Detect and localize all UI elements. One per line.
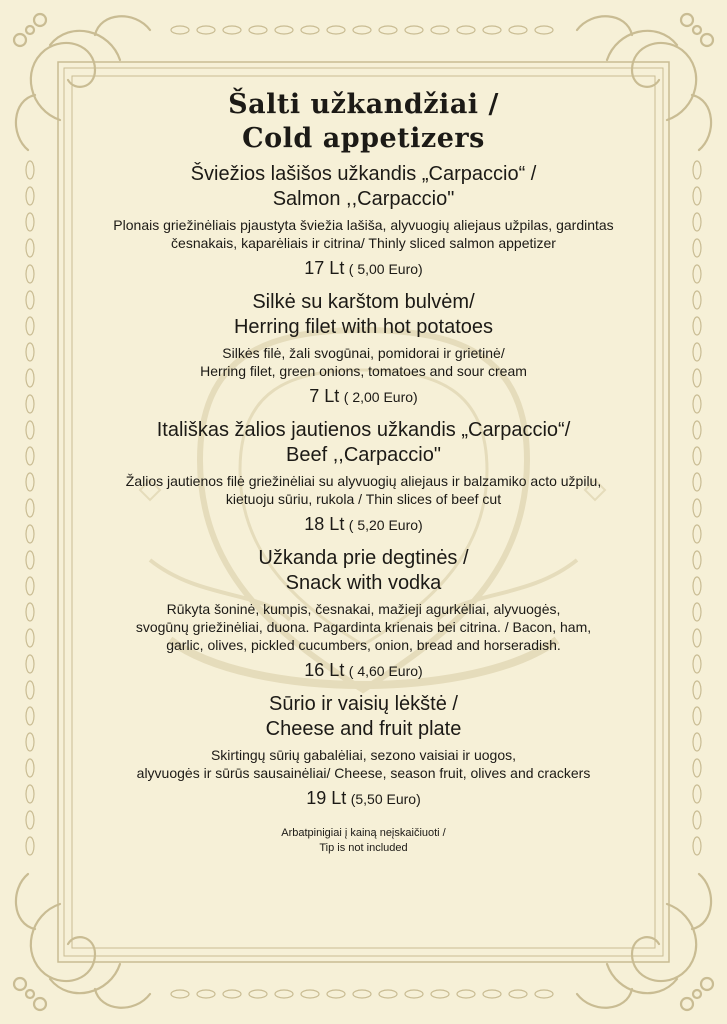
chain-link-icon (509, 26, 527, 34)
chain-link-icon (26, 187, 34, 205)
chain-link-icon (26, 759, 34, 777)
chain-link-icon (301, 26, 319, 34)
item-price (78, 384, 649, 410)
chain-link-icon (405, 26, 423, 34)
chain-link-icon (693, 447, 701, 465)
chain-link-icon (693, 681, 701, 699)
chain-link-icon (693, 473, 701, 491)
chain-link-icon (301, 990, 319, 998)
chain-link-icon (693, 499, 701, 517)
chain-link-icon (26, 265, 34, 283)
chain-link-icon (197, 990, 215, 998)
chain-link-icon (483, 990, 501, 998)
chain-link-icon (275, 26, 293, 34)
tip-note (78, 826, 649, 856)
chain-link-icon (353, 990, 371, 998)
item-title (78, 290, 649, 340)
chain-link-icon (693, 369, 701, 387)
chain-link-icon (693, 837, 701, 855)
chain-link-icon (693, 265, 701, 283)
chain-link-icon (379, 26, 397, 34)
chain-link-icon (457, 990, 475, 998)
item-desc-line: Žalios jautienos filė griežinėliai su alyvuogių aliejaus ir balzamiko acto užpilu, (125, 473, 602, 489)
item-title (78, 692, 649, 742)
chain-link-icon (483, 26, 501, 34)
chain-link-icon (693, 291, 701, 309)
chain-link-icon (26, 447, 34, 465)
chain-link-icon (431, 26, 449, 34)
price-eur: ( 5,20 Euro) (348, 517, 423, 533)
chain-link-icon (535, 990, 553, 998)
menu-item-herring (78, 290, 649, 410)
chain-link-icon (509, 990, 527, 998)
item-title (78, 418, 649, 468)
item-description (78, 216, 649, 252)
menu-item-beef (78, 418, 649, 538)
chain-link-icon (693, 343, 701, 361)
item-desc-line: garlic, olives, pickled cucumbers, onion, bread and horseradish. (166, 637, 561, 653)
chain-link-icon (693, 655, 701, 673)
chain-link-icon (26, 291, 34, 309)
tip-note-line: Arbatpinigiai į kainą neįskaičiuoti / (281, 827, 446, 839)
chain-link-icon (26, 629, 34, 647)
item-desc-line: alyvuogės ir sūrūs sausainėliai/ Cheese, season fruit, olives and crackers (136, 765, 591, 781)
chain-link-icon (223, 990, 241, 998)
chain-link-icon (26, 577, 34, 595)
menu-item-cheese-plate (78, 692, 649, 812)
price-lt: 17 Lt (304, 258, 345, 278)
chain-link-icon (693, 317, 701, 335)
item-price (78, 512, 649, 538)
item-desc-line: Plonais griežinėliais pjaustyta šviežia lašiša, alyvuogių aliejaus užpilas, gardintas (113, 217, 614, 233)
chain-link-icon (693, 421, 701, 439)
chain-link-icon (693, 733, 701, 751)
item-description (78, 600, 649, 654)
item-description (78, 344, 649, 380)
item-desc-line: česnakais, kaparėliais ir citrina/ Thinly sliced salmon appetizer (171, 235, 556, 251)
chain-link-icon (26, 213, 34, 231)
item-desc-line: Rūkyta šoninė, kumpis, česnakai, mažieji agurkėliai, alyvuogės, (166, 601, 561, 617)
price-lt: 19 Lt (306, 788, 347, 808)
chain-link-icon (223, 26, 241, 34)
price-eur: ( 2,00 Euro) (343, 389, 418, 405)
chain-link-icon (26, 317, 34, 335)
chain-link-icon (171, 26, 189, 34)
item-title-line: Silkė su karštom bulvėm/ (252, 291, 475, 313)
chain-link-icon (26, 343, 34, 361)
chain-link-icon (26, 837, 34, 855)
item-title-line: Sūrio ir vaisių lėkštė / (269, 693, 458, 715)
item-title-line: Užkanda prie degtinės / (258, 547, 469, 569)
chain-link-icon (26, 161, 34, 179)
chain-link-icon (693, 785, 701, 803)
chain-link-icon (693, 577, 701, 595)
chain-link-icon (26, 551, 34, 569)
item-title-line: Itališkas žalios jautienos užkandis „Carpaccio“/ (156, 419, 571, 441)
price-eur: (5,50 Euro) (350, 791, 421, 807)
price-lt: 7 Lt (309, 386, 340, 406)
item-title (78, 546, 649, 596)
chain-link-icon (26, 499, 34, 517)
chain-link-icon (693, 525, 701, 543)
chain-link-icon (379, 990, 397, 998)
chain-link-icon (693, 187, 701, 205)
chain-link-icon (26, 421, 34, 439)
item-desc-line: Silkės filė, žali svogūnai, pomidorai ir grietinė/ (222, 345, 505, 361)
chain-link-icon (249, 990, 267, 998)
item-title-line: Herring filet with hot potatoes (233, 316, 494, 338)
chain-link-icon (693, 161, 701, 179)
chain-link-icon (693, 239, 701, 257)
chain-link-icon (26, 785, 34, 803)
chain-link-icon (405, 990, 423, 998)
chain-link-icon (693, 811, 701, 829)
item-description (78, 746, 649, 782)
tip-note-line: Tip is not included (319, 842, 408, 854)
chain-link-icon (353, 26, 371, 34)
item-title-line: Cheese and fruit plate (265, 718, 462, 740)
item-desc-line: Herring filet, green onions, tomatoes and sour cream (200, 363, 527, 379)
chain-link-icon (693, 395, 701, 413)
menu-content (78, 82, 649, 856)
chain-link-icon (693, 213, 701, 231)
chain-link-icon (26, 811, 34, 829)
chain-link-icon (26, 369, 34, 387)
item-desc-line: svogūnų griežinėliai, duona. Pagardinta krienais bei citrina. / Bacon, ham, (135, 619, 592, 635)
menu-item-salmon (78, 162, 649, 282)
chain-link-icon (249, 26, 267, 34)
chain-link-icon (693, 707, 701, 725)
chain-link-icon (26, 239, 34, 257)
chain-link-icon (26, 473, 34, 491)
chain-link-icon (693, 759, 701, 777)
chain-link-icon (275, 990, 293, 998)
item-price (78, 658, 649, 684)
price-lt: 16 Lt (304, 660, 345, 680)
item-title-line: Snack with vodka (285, 572, 442, 594)
chain-link-icon (431, 990, 449, 998)
price-eur: ( 4,60 Euro) (348, 663, 423, 679)
item-desc-line: kietuoju sūriu, rukola / Thin slices of beef cut (225, 491, 502, 507)
title-line: Cold appetizers (242, 123, 485, 154)
item-price (78, 786, 649, 812)
item-title (78, 162, 649, 212)
chain-link-icon (457, 26, 475, 34)
item-description (78, 472, 649, 508)
chain-link-icon (693, 629, 701, 647)
title-line: Šalti užkandžiai / (228, 89, 499, 120)
menu-item-vodka-snack (78, 546, 649, 684)
item-title-line: Salmon ,,Carpaccio" (272, 188, 455, 210)
item-desc-line: Skirtingų sūrių gabalėliai, sezono vaisiai ir uogos, (210, 747, 517, 763)
chain-link-icon (26, 655, 34, 673)
item-price (78, 256, 649, 282)
chain-link-icon (26, 681, 34, 699)
chain-link-icon (693, 551, 701, 569)
item-title-line: Šviežios lašišos užkandis „Carpaccio“ / (190, 163, 537, 185)
chain-link-icon (26, 525, 34, 543)
price-lt: 18 Lt (304, 514, 345, 534)
chain-link-icon (26, 707, 34, 725)
chain-link-icon (26, 603, 34, 621)
chain-link-icon (327, 990, 345, 998)
chain-link-icon (327, 26, 345, 34)
chain-link-icon (197, 26, 215, 34)
chain-link-icon (171, 990, 189, 998)
chain-link-icon (693, 603, 701, 621)
price-eur: ( 5,00 Euro) (348, 261, 423, 277)
chain-link-icon (26, 733, 34, 751)
chain-link-icon (26, 395, 34, 413)
chain-link-icon (535, 26, 553, 34)
page-title (78, 88, 649, 156)
item-title-line: Beef ,,Carpaccio" (286, 444, 441, 466)
